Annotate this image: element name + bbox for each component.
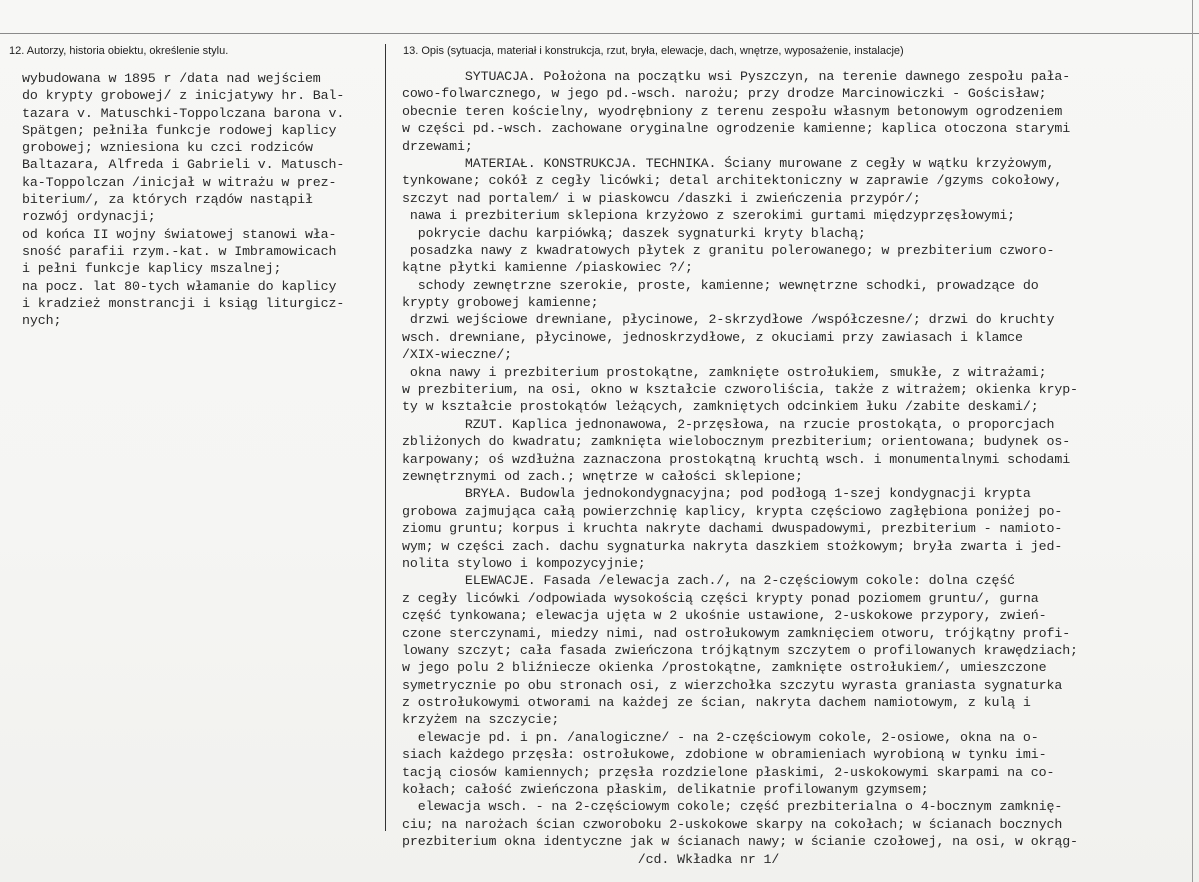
text-line: ciu; na narożach ścian czworoboku 2-uskokowe skarpy na cokołach; w ścianach bocznych	[402, 816, 1063, 832]
text-line: i pełni funkcje kaplicy mszalnej;	[22, 261, 282, 277]
history-text-column	[22, 70, 382, 329]
text-line: nolita stylowo i kompozycyjnie;	[402, 555, 646, 571]
text-line: BRYŁA. Budowla jednokondygnacyjna; pod podłogą 1-szej kondygnacji krypta	[402, 486, 1031, 502]
text-line: elewacja wsch. - na 2-częściowym cokole; część prezbiterialna o 4-bocznym zamknię-	[402, 799, 1063, 815]
text-line: od końca II wojny światowej stanowi wła-	[22, 226, 337, 242]
text-line: pokrycie dachu karpiówką; daszek sygnaturki kryty blachą;	[402, 225, 866, 241]
section-13-header: 13. Opis (sytuacja, materiał i konstrukcja, rzut, bryła, elewacje, dach, wnętrze, wyposażenie, instalacje)	[403, 45, 904, 57]
text-line: obecnie teren kościelny, wyodrębniony z terenu zespołu własnym betonowym ogrodzeniem	[402, 103, 1063, 119]
text-line: wybudowana w 1895 r /data nad wejściem	[22, 71, 321, 86]
top-border-line	[0, 33, 1199, 34]
text-line: krzyżem na szczycie;	[402, 712, 560, 728]
text-line: krypty grobowej kamienne;	[402, 295, 599, 311]
text-line: wsch. drewniane, płycinowe, jednoskrzydłowe, z okuciami przy zawiasach i klamce	[402, 329, 1023, 345]
text-line: rozwój ordynacji;	[22, 209, 156, 225]
text-line: Baltazara, Alfreda i Gabrieli v. Matusch-	[22, 157, 345, 173]
text-line: grobowej; wzniesiona ku czci rodziców	[22, 140, 313, 156]
text-line: lowany szczyt; cała fasada zwieńczona trójkątnym szczytem o profilowanych krawędziach;	[402, 642, 1078, 658]
column-divider	[385, 44, 386, 831]
text-line: biterium/, za których rządów nastąpił	[22, 192, 313, 208]
text-line: posadzka nawy z kwadratowych płytek z granitu polerowanego; w prezbiterium czworo-	[402, 242, 1055, 258]
text-line: symetrycznie po obu stronach osi, z wierzchołka szczytu wyrasta graniasta sygnaturka	[402, 677, 1063, 693]
text-line: ziomu gruntu; korpus i kruchta nakryte dachami dwuspadowymi, prezbiterium - namioto-	[402, 521, 1063, 537]
text-line: część tynkowana; elewacja ujęta w 2 ukośnie ustawione, 2-uskokowe przypory, zwień-	[402, 608, 1047, 624]
description-text-column	[402, 68, 1192, 868]
text-line: tynkowane; cokół z cegły licówki; detal architektoniczny w zaprawie /gzyms cokołowy,	[402, 173, 1063, 189]
section-12-header: 12. Autorzy, historia obiektu, określenie stylu.	[9, 45, 229, 57]
text-line: tacją ciosów kamiennych; przęsła rozdzielone płaskimi, 2-uskokowymi skarpami na co-	[402, 764, 1055, 780]
text-line: w prezbiterium, na osi, okno w kształcie czworoliścia, także z witrażem; okienka kryp-	[402, 382, 1078, 398]
text-line: kołach; całość zwieńczona płaskim, delikatnie profilowanym gzymsem;	[402, 782, 929, 798]
text-line: z cegły licówki /odpowiada wysokością części krypty ponad poziomem gruntu/, gurna	[402, 590, 1039, 606]
text-line: RZUT. Kaplica jednonawowa, 2-przęsłowa, na rzucie prostokąta, o proporcjach	[402, 416, 1055, 432]
text-line: karpowany; oś wzdłużna zaznaczona prostokątną kruchtą wsch. i monumentalnymi schodami	[402, 451, 1071, 467]
text-line: /XIX-wieczne/;	[402, 347, 513, 363]
text-line: kątne płytki kamienne /piaskowiec ?/;	[402, 260, 693, 276]
text-line: sność parafii rzym.-kat. w Imbramowicach	[22, 243, 337, 259]
text-line: w części pd.-wsch. zachowane oryginalne ogrodzenie kamienne; kaplica otoczona starymi	[402, 121, 1071, 137]
text-line: drzewami;	[402, 138, 473, 154]
text-line: SYTUACJA. Położona na początku wsi Pyszczyn, na terenie dawnego zespołu pała-	[402, 69, 1071, 84]
text-line: zewnętrznymi od zach.; wnętrze w całości sklepione;	[402, 468, 803, 484]
text-line: do krypty grobowej/ z inicjatywy hr. Bal-	[22, 88, 345, 104]
text-line: tazara v. Matuschki-Toppolczana barona v.	[22, 105, 345, 121]
text-line: szczyt nad portalem/ i w piaskowcu /daszki i zwieńczenia przypór/;	[402, 190, 921, 206]
text-line: zbliżonych do kwadratu; zamknięta wielobocznym prezbiterium; orientowana; budynek os-	[402, 434, 1071, 450]
text-line: /cd. Wkładka nr 1/	[402, 851, 780, 867]
text-line: nych;	[22, 313, 62, 329]
text-line: okna nawy i prezbiterium prostokątne, zamknięte ostrołukiem, smukłe, z witrażami;	[402, 364, 1047, 380]
text-line: czone sterczynami, miedzy nimi, nad ostrołukowym zamknięciem otworu, trójkątny profi-	[402, 625, 1071, 641]
text-line: nawa i prezbiterium sklepiona krzyżowo z szerokimi gurtami międzyprzęsłowymi;	[402, 208, 1016, 224]
text-line: drzwi wejściowe drewniane, płycinowe, 2-skrzydłowe /współczesne/; drzwi do kruchty	[402, 312, 1055, 328]
right-border-line	[1192, 0, 1193, 882]
text-line: ty w kształcie prostokątów leżących, zamkniętych odcinkiem łuku /zabite deskami/;	[402, 399, 1039, 415]
text-line: z ostrołukowymi otworami na każdej ze ścian, nakryta dachem namiotowym, z kulą i	[402, 695, 1031, 711]
text-line: cowo-folwarcznego, w jego pd.-wsch. narożu; przy drodze Marcinowiczki - Gościsław;	[402, 86, 1047, 102]
text-line: elewacje pd. i pn. /analogiczne/ - na 2-częściowym cokole, 2-osiowe, okna na o-	[402, 729, 1039, 745]
text-line: ka-Toppolczan /inicjał w witrażu w prez-	[22, 174, 337, 190]
text-line: prezbiterium okna identyczne jak w ścianach nawy; w ścianie czołowej, na osi, w okrąg-	[402, 834, 1078, 850]
text-line: i kradzież monstrancji i ksiąg liturgicz-	[22, 295, 345, 311]
text-line: MATERIAŁ. KONSTRUKCJA. TECHNIKA. Ściany murowane z cegły w wątku krzyżowym,	[402, 155, 1055, 171]
text-line: siach każdego przęsła: ostrołukowe, zdobione w obramieniach wyrobioną w tynku imi-	[402, 747, 1047, 763]
text-line: schody zewnętrzne szerokie, proste, kamienne; wewnętrzne schodki, prowadzące do	[402, 277, 1039, 293]
text-line: w jego polu 2 bliźniecze okienka /prostokątne, zamknięte ostrołukiem/, umieszczone	[402, 660, 1047, 676]
text-line: na pocz. lat 80-tych włamanie do kaplicy	[22, 278, 337, 294]
text-line: grobowa zajmująca całą powierzchnię kaplicy, krypta częściowo zagłębiona poniżej po-	[402, 503, 1063, 519]
text-line: wym; w części zach. dachu sygnaturka nakryta daszkiem stożkowym; bryła zwarta i jed-	[402, 538, 1063, 554]
text-line: ELEWACJE. Fasada /elewacja zach./, na 2-częściowym cokole: dolna część	[402, 573, 1016, 589]
text-line: Spätgen; pełniła funkcje rodowej kaplicy	[22, 122, 337, 138]
